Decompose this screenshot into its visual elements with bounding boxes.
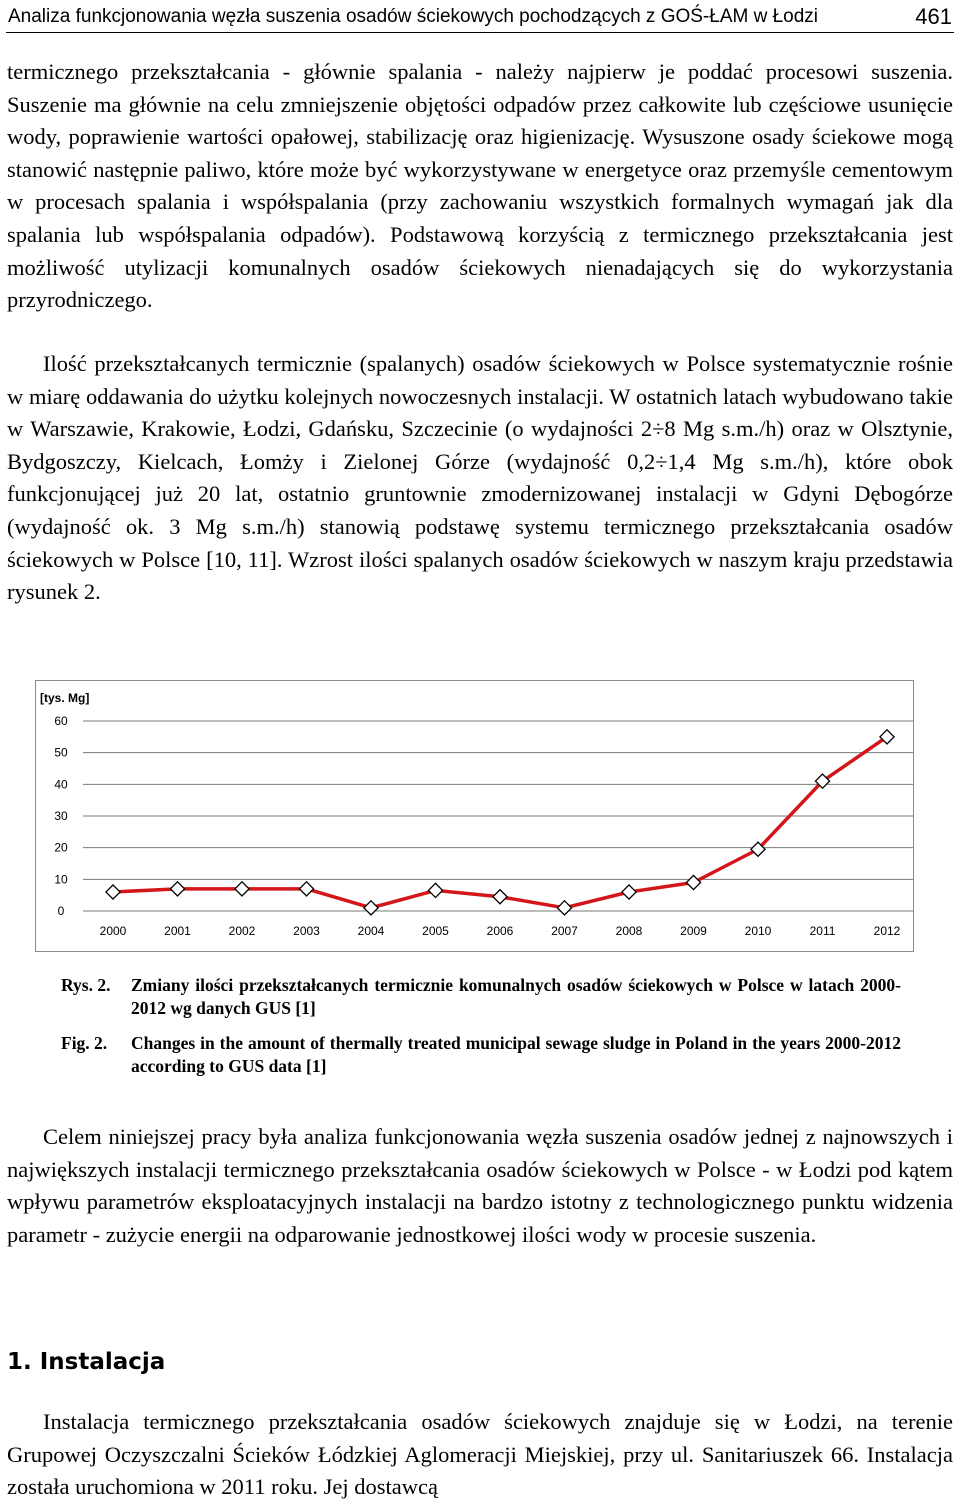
data-point-marker — [299, 882, 313, 896]
x-tick-label: 2006 — [486, 924, 514, 938]
y-tick-label: 0 — [57, 904, 65, 918]
y-tick-label: 30 — [54, 809, 68, 823]
line-chart — [36, 681, 913, 951]
x-tick-label: 2003 — [293, 924, 320, 938]
body-paragraph-3: Celem niniejszej pracy była analiza funkcjonowania węzła suszenia osadów jednej z najnowszych i największych instalacji termicznego przekształcania osadów ściekowych w Polsce - w Łodzi pod kątem wpływu parametrów eksploatacyjnych instalacji na bardzo istotny z technologicznego punktu widzenia parametr - zużycie energii na odparowanie jednostkowej ilości wody w procesie suszenia. — [7, 1124, 953, 1247]
running-header — [6, 6, 954, 33]
x-tick-label: 2012 — [873, 924, 901, 938]
caption-polish-text: Zmiany ilości przekształcanych termicznie komunalnych osadów ściekowych w Polsce w latach 2000-2012 wg danych GUS [1] — [131, 975, 901, 1018]
x-tick-label: 2001 — [164, 924, 191, 938]
x-tick-label: 2000 — [99, 924, 127, 938]
y-tick-label: 40 — [54, 777, 68, 792]
figure-chart — [35, 680, 914, 952]
x-tick-label: 2009 — [680, 924, 707, 938]
data-point-marker — [235, 882, 249, 896]
data-point-marker — [622, 885, 636, 899]
series-line — [113, 737, 887, 908]
x-tick-label: 2010 — [744, 924, 772, 938]
section-heading: 1. Instalacja — [7, 1349, 166, 1375]
data-point-marker — [106, 885, 120, 899]
y-tick-label: 20 — [54, 840, 68, 855]
data-point-marker — [170, 882, 184, 896]
x-tick-label: 2007 — [551, 924, 578, 938]
body-paragraph-1: termicznego przekształcania - głównie spalania - należy najpierw je poddać procesowi suszenia. Suszenie ma głównie na celu zmniejszenie objętości odpadów przez całkowite lub częściowe usunięcie wody, poprawienie wartości opałowej, stabilizację oraz higienizację. Wysuszone osady ściekowe mogą stanowić następnie paliwo, które może być wykorzystywane w energetyce oraz przemyśle cementowym w procesach spalania i współspalania (przy zachowaniu wszystkich formalnych wymagań jak dla spalania lub współspalania odpadów). Podstawową korzyścią z termicznego przekształcania jest możliwość utylizacji komunalnych osadów ściekowych nienadających się do wykorzystania przyrodniczego. — [7, 59, 953, 313]
x-tick-label: 2005 — [422, 924, 449, 938]
x-tick-label: 2011 — [809, 924, 836, 938]
caption-english-label: Fig. 2. — [61, 1033, 108, 1053]
running-title: Analiza funkcjonowania węzła suszenia osadów ściekowych pochodzących z GOŚ-ŁAM w Łodzi — [8, 6, 819, 27]
x-tick-label: 2008 — [615, 924, 643, 938]
data-point-marker — [493, 890, 507, 904]
caption-english-text: Changes in the amount of thermally treated municipal sewage sludge in Poland in the years 2000-2012 according to GUS data [1] — [131, 1033, 901, 1076]
body-paragraph-4: Instalacja termicznego przekształcania osadów ściekowych znajduje się w Łodzi, na terenie Grupowej Oczyszczalni Ścieków Łódzkiej Aglomeracji Miejskiej, przy ul. Sanitariuszek 66. Instalacja została uruchomiona w 2011 roku. Jej dostawcą — [7, 1409, 953, 1500]
x-tick-label: 2004 — [357, 924, 385, 938]
body-paragraph-2: Ilość przekształcanych termicznie (spalanych) osadów ściekowych w Polsce systematycznie rośnie w miarę oddawania do użytku kolejnych nowoczesnych instalacji. W ostatnich latach wybudowano takie w Warszawie, Krakowie, Łodzi, Gdańsku, Szczecinie (o wydajności 2÷8 Mg s.m./h) oraz w Olsztynie, Bydgoszczy, Kielcach, Łomży i Zielonej Górze (wydajność 0,2÷1,4 Mg s.m./h), które obok funkcjonującej już 20 lat, ostatnio gruntownie zmodernizowanej instalacji w Gdyni Dębogórze (wydajność ok. 3 Mg s.m./h) stanowią podstawę systemu termicznego przekształcania osadów ściekowych w Polsce [10, 11]. Wzrost ilości spalanych osadów ściekowych w naszym kraju przedstawia rysunek 2. — [7, 351, 953, 605]
data-point-marker — [557, 901, 571, 915]
y-tick-label: 50 — [54, 745, 68, 760]
data-point-marker — [686, 875, 700, 889]
data-point-marker — [428, 883, 442, 897]
page-number: 461 — [915, 4, 952, 29]
y-tick-label: 10 — [54, 872, 68, 887]
caption-polish-label: Rys. 2. — [61, 975, 111, 995]
y-tick-label: 60 — [54, 714, 68, 728]
data-point-marker — [364, 901, 378, 915]
y-axis-label: [tys. Mg] — [40, 691, 90, 705]
x-tick-label: 2002 — [228, 924, 256, 938]
